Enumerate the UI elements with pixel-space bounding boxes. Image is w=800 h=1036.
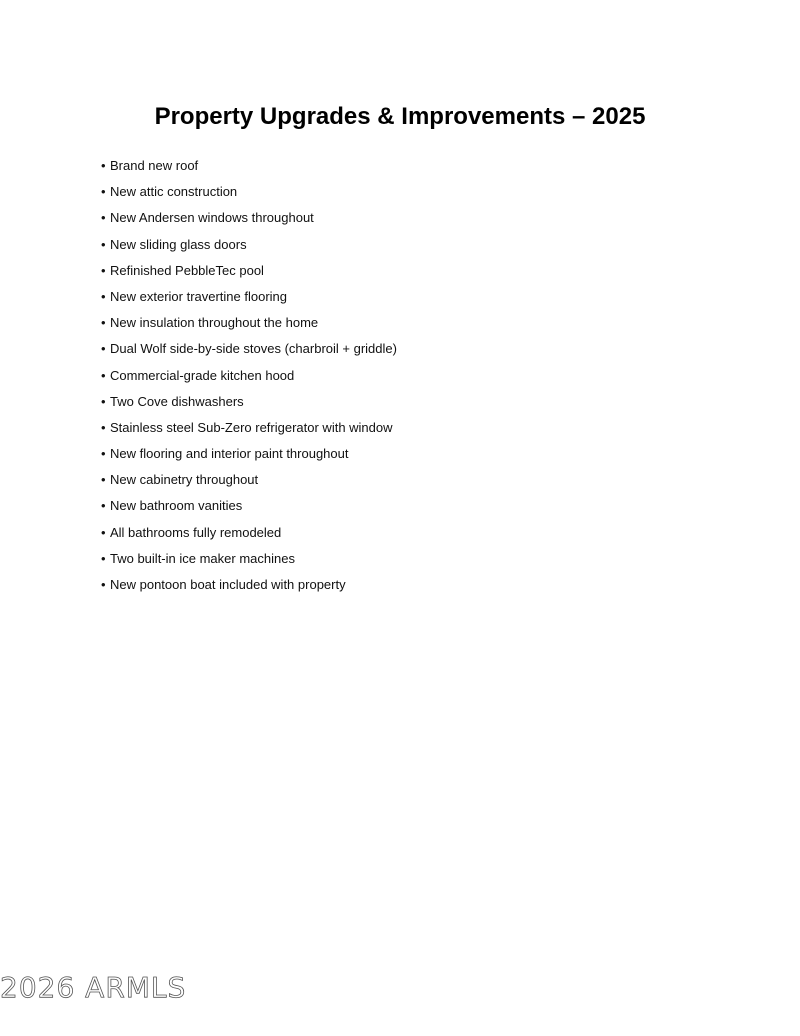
list-item bbox=[101, 363, 397, 389]
list-item-text: New bathroom vanities bbox=[110, 498, 243, 514]
list-item bbox=[101, 572, 397, 598]
bullet-icon: • bbox=[101, 550, 106, 566]
bullet-icon: • bbox=[101, 210, 106, 226]
list-item-text: Two built-in ice maker machines bbox=[110, 550, 295, 566]
list-item bbox=[101, 179, 397, 205]
list-item bbox=[101, 493, 397, 519]
bullet-icon: • bbox=[101, 472, 106, 488]
bullet-icon: • bbox=[101, 577, 106, 592]
list-item bbox=[101, 520, 397, 546]
bullet-icon: • bbox=[101, 262, 106, 278]
bullet-icon: • bbox=[101, 393, 106, 409]
list-item-text: All bathrooms fully remodeled bbox=[110, 524, 282, 540]
upgrades-list bbox=[101, 153, 397, 598]
bullet-icon: • bbox=[101, 419, 106, 435]
copyright-watermark: 2026 ARMLS bbox=[0, 971, 187, 1004]
list-item bbox=[101, 467, 397, 493]
list-item bbox=[101, 415, 397, 441]
list-item-text: New insulation throughout the home bbox=[110, 315, 319, 331]
list-item-text: New exterior travertine flooring bbox=[110, 288, 288, 304]
list-item bbox=[101, 441, 397, 467]
bullet-icon: • bbox=[101, 498, 106, 514]
bullet-icon: • bbox=[101, 341, 106, 357]
bullet-icon: • bbox=[101, 524, 106, 540]
list-item bbox=[101, 153, 397, 179]
bullet-icon: • bbox=[101, 288, 106, 304]
list-item bbox=[101, 284, 397, 310]
list-item bbox=[101, 205, 397, 231]
list-item-text: New attic construction bbox=[110, 184, 238, 200]
list-item-text: New Andersen windows throughout bbox=[110, 210, 314, 226]
bullet-icon: • bbox=[101, 446, 106, 462]
list-item bbox=[101, 389, 397, 415]
bullet-icon: • bbox=[101, 158, 106, 173]
list-item bbox=[101, 310, 397, 336]
list-item bbox=[101, 258, 397, 284]
list-item-text: Brand new roof bbox=[110, 158, 199, 173]
list-item-text: New sliding glass doors bbox=[110, 236, 247, 252]
list-item bbox=[101, 336, 397, 362]
list-item-text: New pontoon boat included with property bbox=[110, 577, 346, 592]
list-item bbox=[101, 546, 397, 572]
list-item-text: Dual Wolf side-by-side stoves (charbroil + griddle) bbox=[110, 341, 397, 357]
bullet-icon: • bbox=[101, 315, 106, 331]
list-item-text: New flooring and interior paint throughout bbox=[110, 446, 349, 462]
bullet-icon: • bbox=[101, 236, 106, 252]
bullet-icon: • bbox=[101, 367, 106, 383]
document-title: Property Upgrades & Improvements – 2025 bbox=[154, 103, 646, 130]
bullet-icon: • bbox=[101, 184, 106, 200]
list-item-text: Refinished PebbleTec pool bbox=[110, 262, 264, 278]
list-item-text: Stainless steel Sub-Zero refrigerator with window bbox=[110, 419, 393, 435]
list-item-text: New cabinetry throughout bbox=[110, 472, 259, 488]
list-item-text: Two Cove dishwashers bbox=[110, 393, 244, 409]
list-item-text: Commercial-grade kitchen hood bbox=[110, 367, 295, 383]
list-item bbox=[101, 232, 397, 258]
